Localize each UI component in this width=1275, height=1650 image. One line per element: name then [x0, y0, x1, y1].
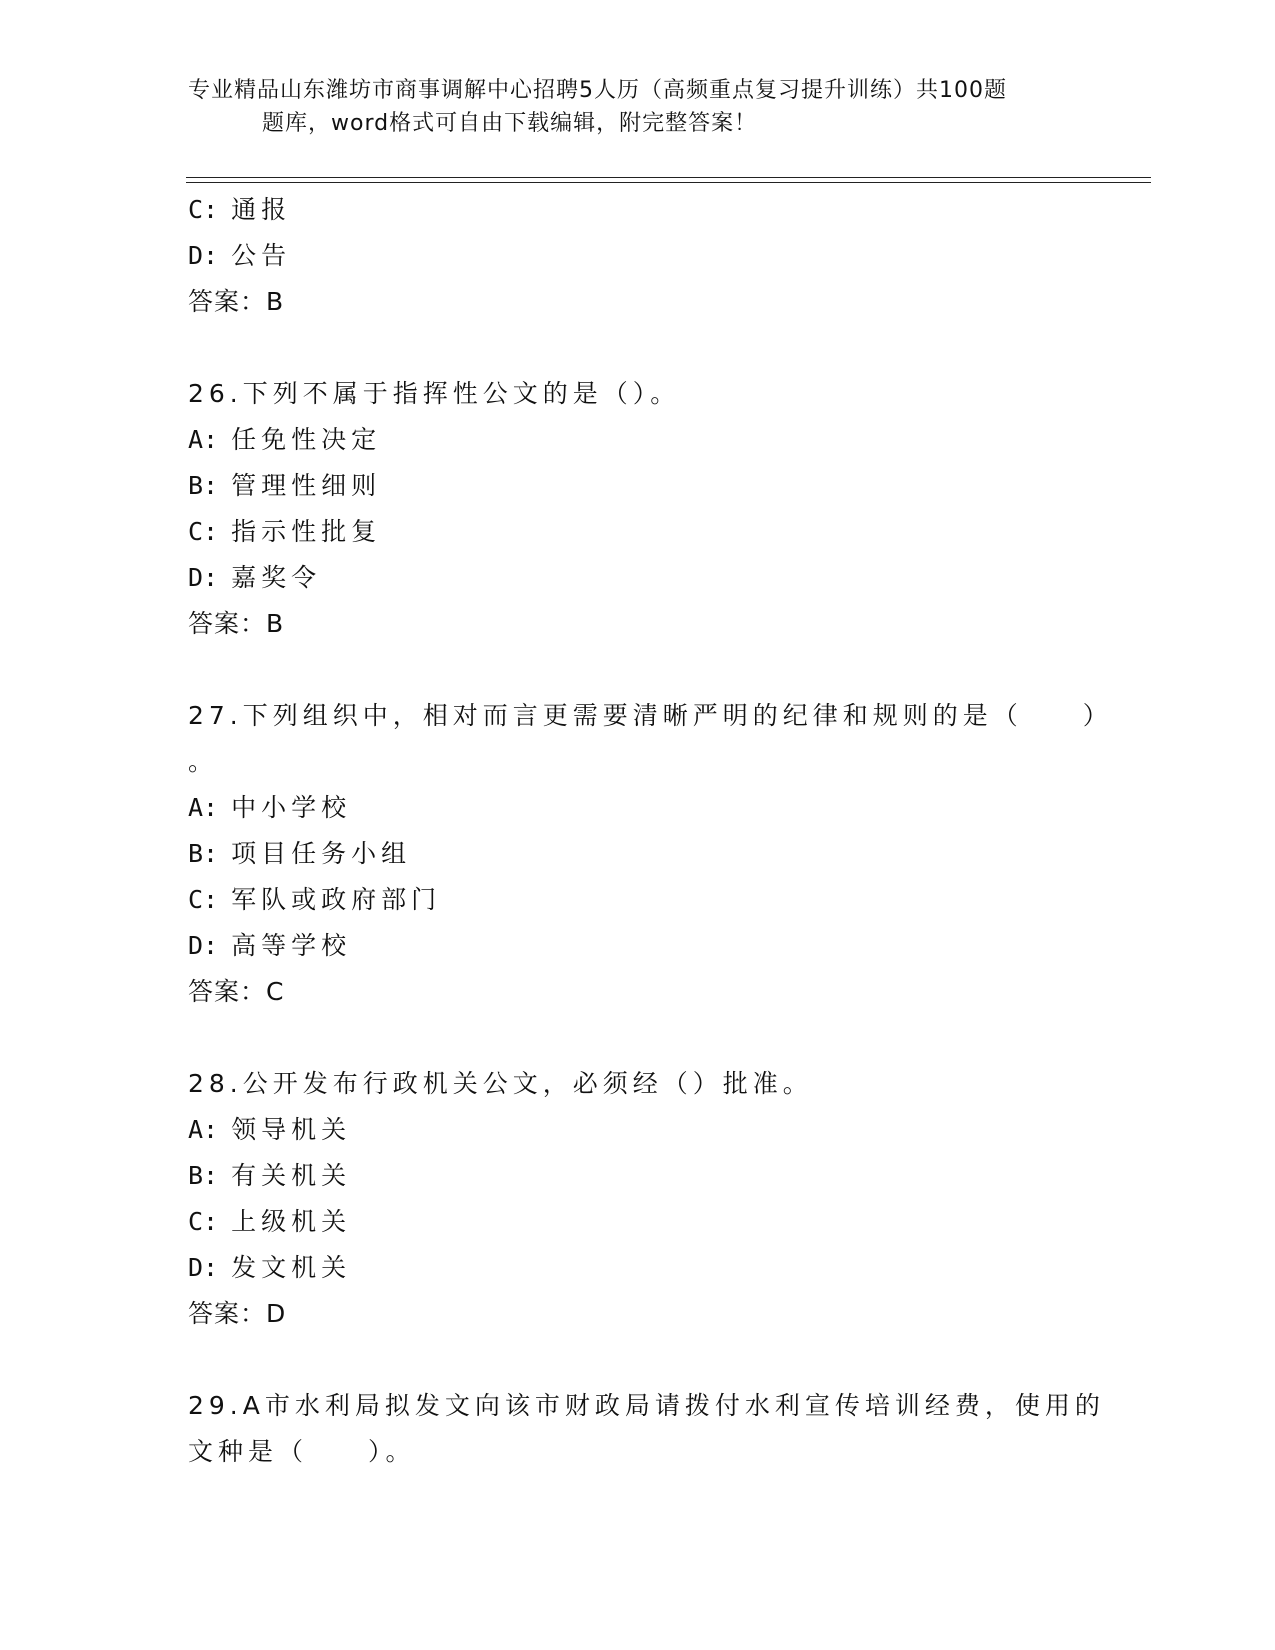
option-text: 指示性批复	[231, 517, 382, 546]
option-text: 军队或政府部门	[231, 885, 442, 914]
option-text: 高等学校	[231, 931, 352, 960]
option-label: B:	[188, 839, 219, 868]
question-stem	[188, 1383, 1105, 1429]
question-text: A市水利局拟发文向该市财政局请拨付水利宣传培训经费，使用的	[242, 1391, 1105, 1420]
question-number: 27.	[188, 701, 243, 730]
option-text: 项目任务小组	[231, 839, 412, 868]
question-list	[188, 187, 1113, 1475]
option-label: A:	[188, 793, 219, 822]
spacer	[188, 1337, 1088, 1383]
spacer	[188, 325, 1088, 371]
question-number: 29.	[188, 1391, 243, 1420]
option-text: 嘉奖令	[231, 563, 322, 592]
option-c	[188, 877, 1088, 923]
option-d	[188, 923, 1088, 969]
option-a	[188, 785, 1088, 831]
option-a	[188, 1107, 1088, 1153]
option-label: A:	[188, 425, 219, 454]
option-a	[188, 417, 1088, 463]
option-text: 中小学校	[231, 793, 352, 822]
option-b	[188, 463, 1088, 509]
option-c	[188, 187, 1088, 233]
spacer	[188, 1015, 1088, 1061]
answer: 答案：C	[188, 977, 285, 1006]
option-label: C:	[188, 517, 219, 546]
header-divider-bottom	[186, 182, 1151, 183]
option-label: B:	[188, 1161, 219, 1190]
option-d	[188, 1245, 1088, 1291]
option-label: D:	[188, 241, 219, 270]
question-stem	[188, 1061, 1088, 1107]
option-text: 领导机关	[231, 1115, 352, 1144]
option-label: C:	[188, 195, 219, 224]
option-b	[188, 1153, 1088, 1199]
header-title-line1: 专业精品山东潍坊市商事调解中心招聘5人历（高频重点复习提升训练）共100题	[188, 78, 1007, 103]
spacer	[188, 647, 1088, 693]
question-text: 下列不属于指挥性公文的是（）。	[242, 379, 681, 408]
option-d	[188, 555, 1088, 601]
option-label: D:	[188, 931, 219, 960]
option-label: C:	[188, 1207, 219, 1236]
question-28	[188, 1061, 1088, 1337]
header-divider-top	[186, 177, 1151, 178]
question-27	[188, 693, 1113, 1015]
option-label: A:	[188, 1115, 219, 1144]
option-text: 有关机关	[231, 1161, 352, 1190]
question-stem	[188, 693, 1113, 739]
answer: 答案：B	[188, 609, 285, 638]
option-label: D:	[188, 1253, 219, 1282]
option-text: 发文机关	[231, 1253, 352, 1282]
answer: 答案：B	[188, 287, 285, 316]
question-stem-continued: 。	[188, 747, 219, 776]
option-text: 公告	[231, 241, 292, 270]
option-c	[188, 509, 1088, 555]
option-text: 管理性细则	[231, 471, 382, 500]
header-title-line2: 题库，word格式可自由下载编辑，附完整答案！	[262, 111, 758, 136]
option-c	[188, 1199, 1088, 1245]
page-header	[188, 74, 1088, 140]
option-text: 上级机关	[231, 1207, 352, 1236]
option-label: C:	[188, 885, 219, 914]
option-label: D:	[188, 563, 219, 592]
question-25-tail	[188, 187, 1088, 325]
option-text: 通报	[231, 195, 292, 224]
question-text: 公开发布行政机关公文，必须经（）批准。	[242, 1069, 813, 1098]
question-29	[188, 1383, 1105, 1475]
question-number: 26.	[188, 379, 243, 408]
option-text: 任免性决定	[231, 425, 382, 454]
question-stem	[188, 371, 1088, 417]
question-stem-continued: 文种是（ ）。	[188, 1437, 416, 1466]
answer: 答案：D	[188, 1299, 287, 1328]
option-b	[188, 831, 1088, 877]
question-number: 28.	[188, 1069, 243, 1098]
question-text: 下列组织中，相对而言更需要清晰严明的纪律和规则的是（ ）	[242, 701, 1113, 730]
option-d	[188, 233, 1088, 279]
option-label: B:	[188, 471, 219, 500]
question-26	[188, 371, 1088, 647]
